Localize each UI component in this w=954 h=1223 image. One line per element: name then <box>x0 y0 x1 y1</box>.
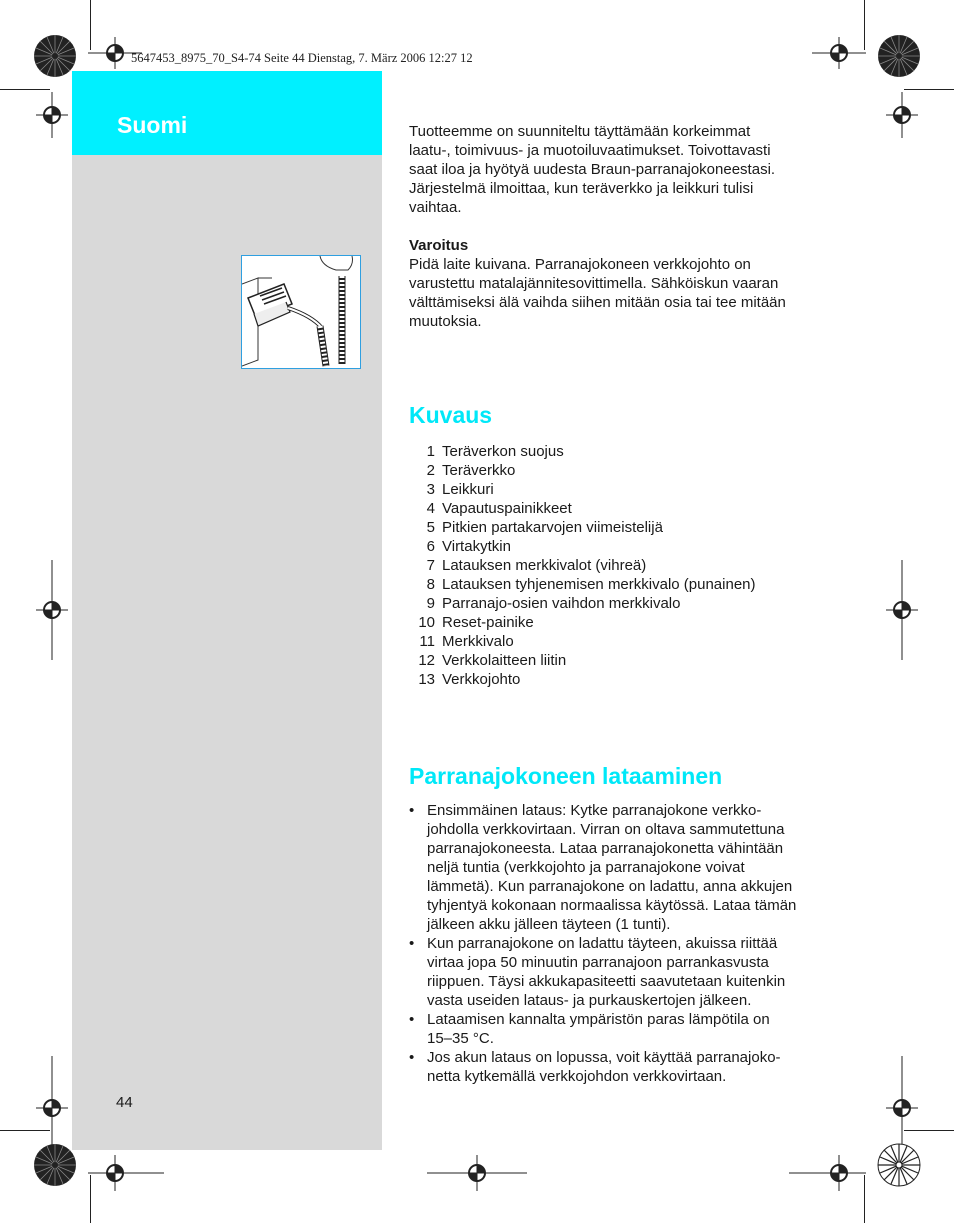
registration-mark-icon <box>886 92 918 138</box>
text-line: neljä tuntia (verkkojohto ja parranajokone voivat <box>427 859 745 876</box>
text-line: riippuen. Täysi akkukapasiteetti saavutetaan kuitenkin <box>427 973 786 990</box>
text-line: Pidä laite kuivana. Parranajokoneen verkkojohto on <box>409 256 751 273</box>
text-line: 15–35 °C. <box>427 1030 494 1047</box>
text-line: virtaa jopa 50 minuutin parranajoon parrankasvusta <box>427 954 769 971</box>
bullet-icon: • <box>409 1049 415 1066</box>
item-label: Reset-painike <box>442 614 534 631</box>
list-item <box>409 1010 839 1048</box>
item-number: 3 <box>426 481 435 498</box>
item-number: 5 <box>426 519 435 536</box>
item-label: Merkkivalo <box>442 633 514 650</box>
item-label: Latauksen merkkivalot (vihreä) <box>442 557 647 574</box>
item-number: 1 <box>426 443 435 460</box>
crop-mark <box>0 89 50 90</box>
registration-mark-icon <box>36 92 68 138</box>
text-line: Jos akun lataus on lopussa, voit käyttää parranajoko- <box>427 1049 781 1066</box>
bullet-icon: • <box>409 935 415 952</box>
plug-illustration <box>241 255 361 369</box>
text-line: jälkeen akku jälleen täyteen (1 tunti). <box>427 916 671 933</box>
text-line: lämmetä). Kun parranajokone on ladattu, anna akkujen <box>427 878 793 895</box>
registration-mark-icon <box>88 1155 164 1191</box>
page-number: 44 <box>116 1094 133 1111</box>
text-line: Tuotteemme on suunniteltu täyttämään korkeimmat <box>409 123 751 140</box>
bullet-text <box>427 1010 839 1048</box>
warning-title: Varoitus <box>409 237 469 254</box>
list-item <box>409 518 756 537</box>
item-number: 6 <box>426 538 435 555</box>
text-line: muutoksia. <box>409 313 482 330</box>
item-number: 7 <box>426 557 435 574</box>
item-label: Latauksen tyhjenemisen merkkivalo (punainen) <box>442 576 756 593</box>
text-line: vasta useiden lataus- ja purkauskertojen jälkeen. <box>427 992 752 1009</box>
sidebar <box>72 71 382 1150</box>
item-label: Teräverkko <box>442 462 516 479</box>
item-label: Vapautuspainikkeet <box>442 500 572 517</box>
list-item <box>409 1048 839 1086</box>
registration-mark-icon <box>36 560 68 660</box>
starburst-mark-icon <box>33 34 77 78</box>
registration-mark-icon <box>427 1155 527 1191</box>
registration-mark-icon <box>886 560 918 660</box>
charging-bullet-list <box>409 801 839 1086</box>
text-line: vaihtaa. <box>409 199 462 216</box>
text-line: Järjestelmä ilmoittaa, kun teräverkko ja leikkuri tulisi <box>409 180 754 197</box>
list-item <box>409 651 756 670</box>
list-item <box>409 480 756 499</box>
bullet-text <box>427 801 839 934</box>
list-item <box>409 594 756 613</box>
text-line: Ensimmäinen lataus: Kytke parranajokone verkko- <box>427 802 762 819</box>
registration-mark-icon <box>812 37 866 69</box>
bullet-text <box>427 934 839 1010</box>
parts-list <box>409 442 756 689</box>
item-label: Verkkolaitteen liitin <box>442 652 567 669</box>
item-number: 2 <box>426 462 435 479</box>
section-heading-charging: Parranajokoneen lataaminen <box>409 763 723 789</box>
starburst-mark-icon <box>877 34 921 78</box>
item-number: 12 <box>418 652 435 669</box>
text-line: netta kytkemällä verkkojohdon verkkovirtaan. <box>427 1068 727 1085</box>
item-number: 10 <box>418 614 435 631</box>
item-number: 4 <box>426 500 435 517</box>
text-line: johdolla verkkovirtaan. Virran on oltava sammutettuna <box>427 821 785 838</box>
item-number: 8 <box>426 576 435 593</box>
item-label: Leikkuri <box>442 481 494 498</box>
text-line: varustettu matalajännitesovittimella. Sähköiskun vaaran <box>409 275 779 292</box>
warning-block <box>409 236 839 331</box>
list-item <box>409 934 839 1010</box>
list-item <box>409 442 756 461</box>
item-number: 13 <box>418 671 435 688</box>
text-line: tyhjentyä kokonaan normaalissa käytössä. Lataa tämän <box>427 897 797 914</box>
item-label: Pitkien partakarvojen viimeistelijä <box>442 519 663 536</box>
list-item <box>409 632 756 651</box>
bullet-icon: • <box>409 1011 415 1028</box>
list-item <box>409 537 756 556</box>
starburst-mark-icon <box>877 1143 921 1187</box>
text-line: Lataamisen kannalta ympäristön paras lämpötila on <box>427 1011 770 1028</box>
print-slug: 5647453_8975_70_S4-74 Seite 44 Dienstag, 7. März 2006 12:27 12 <box>131 51 473 65</box>
list-item <box>409 801 839 934</box>
crop-mark <box>904 89 954 90</box>
item-label: Teräverkon suojus <box>442 443 564 460</box>
text-line: parranajokoneesta. Lataa parranajokonetta vähintään <box>427 840 784 857</box>
text-line: välttämiseksi älä vaihda siihen mitään osia tai tee mitään <box>409 294 786 311</box>
list-item <box>409 670 756 689</box>
language-title: Suomi <box>117 112 188 138</box>
bullet-text <box>427 1048 839 1086</box>
text-line: laatu-, toimivuus- ja muotoiluvaatimukset. Toivottavasti <box>409 142 771 159</box>
starburst-mark-icon <box>33 1143 77 1187</box>
item-number: 11 <box>419 633 435 650</box>
item-label: Verkkojohto <box>442 671 521 688</box>
list-item <box>409 556 756 575</box>
bullet-icon: • <box>409 802 415 819</box>
list-item <box>409 613 756 632</box>
text-line: saat iloa ja hyötyä uudesta Braun-parranajokoneestasi. <box>409 161 776 178</box>
text-line: Kun parranajokone on ladattu täyteen, akuissa riittää <box>427 935 778 952</box>
section-heading-description: Kuvaus <box>409 402 493 428</box>
registration-mark-icon <box>789 1155 866 1191</box>
list-item <box>409 575 756 594</box>
list-item <box>409 461 756 480</box>
item-label: Parranajo-osien vaihdon merkkivalo <box>442 595 681 612</box>
item-label: Virtakytkin <box>442 538 511 555</box>
intro-paragraph <box>409 122 839 217</box>
item-number: 9 <box>426 595 435 612</box>
list-item <box>409 499 756 518</box>
